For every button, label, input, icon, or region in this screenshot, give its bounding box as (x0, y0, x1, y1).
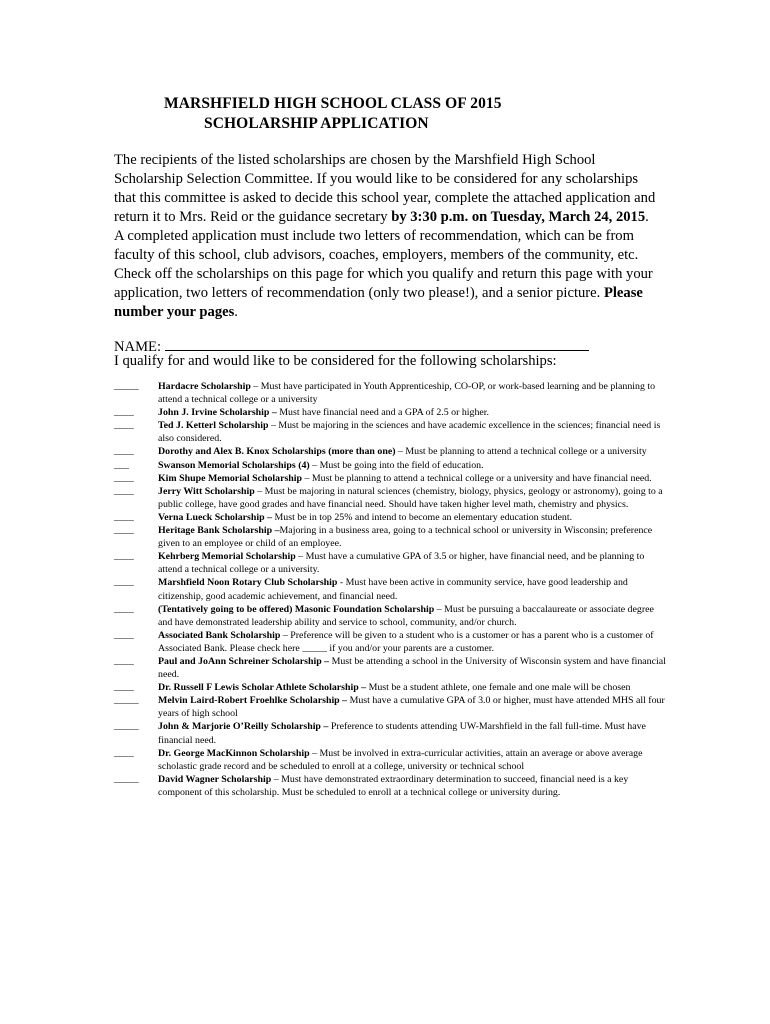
scholarship-item (114, 419, 666, 445)
scholarship-requirements: Preference to students attending UW-Marshfield in the fall full-time. Must have financial need. (158, 721, 646, 746)
scholarship-checkbox-blank[interactable]: ____ (114, 603, 134, 615)
scholarship-item (114, 550, 666, 576)
scholarship-name: Melvin Laird-Robert Froehlke Scholarship – (158, 695, 348, 707)
scholarship-name: Hardacre Scholarship (158, 381, 251, 392)
scholarship-item (114, 459, 666, 472)
scholarship-description (158, 419, 666, 445)
scholarship-requirements: – Must be planning to attend a technical college or a university (395, 446, 647, 458)
scholarship-item (114, 472, 666, 485)
scholarship-description (158, 576, 666, 602)
scholarship-checkbox-blank[interactable]: ____ (114, 551, 134, 563)
scholarship-checkbox-blank[interactable]: _____ (114, 773, 139, 785)
scholarship-requirements: Must have a cumulative GPA of 3.0 or higher, must have attended MHS all four years of high school (158, 695, 665, 720)
title-line-2: SCHOLARSHIP APPLICATION (204, 115, 429, 132)
number-pages-text: Please number your pages (114, 285, 643, 320)
scholarship-item (114, 485, 666, 511)
scholarship-name: Associated Bank Scholarship (158, 629, 281, 641)
scholarship-requirements: – Must have a cumulative GPA of 3.5 or higher, have financial need, and be planning to attend a technical college or a university. (158, 551, 645, 576)
scholarship-description (158, 406, 666, 419)
scholarship-item (114, 629, 666, 655)
scholarship-name: John J. Irvine Scholarship – (158, 407, 277, 419)
scholarship-description (158, 511, 666, 524)
scholarship-requirements: Must have financial need and a GPA of 2.5 or higher. (276, 407, 489, 419)
scholarship-requirements: – Must be majoring in the sciences and have academic excellence in the sciences; financial need is also considered. (158, 420, 661, 445)
scholarship-description (158, 485, 666, 511)
scholarship-item (114, 524, 666, 550)
scholarship-checkbox-blank[interactable]: ____ (114, 655, 134, 667)
scholarship-description (158, 773, 666, 799)
deadline-text: by 3:30 p.m. on Tuesday, March 24, 2015 (391, 209, 646, 225)
scholarship-item (114, 576, 666, 602)
scholarship-description (158, 655, 666, 681)
scholarship-name: Swanson Memorial Scholarships (4) (158, 459, 310, 471)
scholarship-description (158, 629, 666, 655)
scholarship-description (158, 380, 666, 406)
scholarship-name: Dorothy and Alex B. Knox Scholarships (more than one) (158, 446, 396, 458)
scholarship-checkbox-blank[interactable]: ___ (114, 459, 129, 471)
scholarship-description (158, 445, 666, 458)
scholarship-item (114, 445, 666, 458)
title-line-1: MARSHFIELD HIGH SCHOOL CLASS OF 2015 (164, 95, 502, 112)
scholarship-checkbox-blank[interactable]: ____ (114, 446, 134, 458)
scholarship-checkbox-blank[interactable]: ____ (114, 485, 134, 497)
scholarship-checkbox-blank[interactable]: ____ (114, 472, 134, 484)
scholarship-requirements: – Preference will be given to a student who is a customer or has a parent who is a customer of Associated Bank. Please check here (158, 629, 654, 654)
scholarship-checkbox-blank[interactable]: ____ (114, 511, 134, 523)
scholarship-requirements: Majoring in a business area, going to a technical school or university in Wisconsin; preference given to an employee or child of an employee. (158, 525, 653, 550)
scholarship-item (114, 380, 666, 406)
scholarship-item (114, 720, 666, 746)
scholarship-list (114, 380, 666, 799)
scholarship-name: Kehrberg Memorial Scholarship (158, 551, 296, 563)
scholarship-requirements: Must be in top 25% and intend to become an elementary education student. (272, 511, 573, 523)
scholarship-requirements: Must be a student athlete, one female and one male will be chosen (366, 682, 631, 694)
scholarship-item (114, 747, 666, 773)
intro-text-2: . A completed application must include two letters of recommendation, which can be from faculty of this school, club advisors, coaches, employers, members of the community, etc. Check off the scholarships on this page for which you qualify and return this page with your application, two letters of recommendation (only two please!), and a senior picture. (114, 209, 653, 301)
scholarship-checkbox-blank[interactable]: ____ (114, 525, 134, 537)
scholarship-item (114, 681, 666, 694)
name-field[interactable] (165, 336, 589, 351)
scholarship-item (114, 603, 666, 629)
scholarship-requirements: – Must be pursuing a baccalaureate or associate degree and have demonstrated leadership ability and service to school, community, and/or church. (158, 603, 654, 628)
scholarship-requirements: – Must be going into the field of education. (309, 459, 484, 471)
scholarship-checkbox-blank[interactable]: _____ (114, 381, 139, 392)
scholarship-name: Dr. George MacKinnon Scholarship (158, 747, 310, 759)
qualify-statement: I qualify for and would like to be considered for the following scholarships: (114, 353, 557, 369)
scholarship-requirements: – Must have demonstrated extraordinary determination to succeed, financial need is a key component of this scholarship. Must be scheduled to enroll at a technical college or university during. (158, 773, 629, 798)
scholarship-description (158, 472, 666, 485)
scholarship-description (158, 694, 666, 720)
scholarship-name: Jerry Witt Scholarship (158, 485, 255, 497)
scholarship-name: Ted J. Ketterl Scholarship (158, 420, 269, 432)
scholarship-name: Verna Lueck Scholarship – (158, 511, 273, 523)
intro-text-1: The recipients of the listed scholarships are chosen by the Marshfield High School Scholarship Selection Committee. If you would like to be considered for any scholarships that this committee is asked to decide this school year, complete the attached application and return it to Mrs. Reid or the guidance secretary (114, 152, 656, 225)
scholarship-requirements-cont: if you and/or your parents are a customer. (326, 642, 494, 654)
scholarship-checkbox-blank[interactable]: ____ (114, 420, 134, 432)
scholarship-checkbox-blank[interactable]: ____ (114, 747, 134, 759)
scholarship-name: John & Marjorie O’Reilly Scholarship – (158, 721, 329, 733)
intro-end: . (234, 304, 238, 320)
scholarship-item (114, 655, 666, 681)
scholarship-checkbox-blank[interactable]: _____ (114, 721, 139, 733)
scholarship-name: Paul and JoAnn Schreiner Scholarship – (158, 655, 330, 667)
scholarship-name: David Wagner Scholarship (158, 773, 272, 785)
scholarship-description (158, 681, 666, 694)
scholarship-item (114, 773, 666, 799)
scholarship-description (158, 550, 666, 576)
scholarship-requirements: – Must be majoring in natural sciences (chemistry, biology, physics, geology or astronomy), going to a public college, have good grades and have financial need. Should have taken higher level math, chemistry and physics. (158, 485, 663, 510)
scholarship-requirements: – Must be involved in extra-curricular activities, attain an average or above average scholastic grade record and be scheduled to enroll at a college, university or technical school (158, 747, 643, 772)
scholarship-checkbox-blank[interactable]: _____ (114, 695, 139, 707)
customer-check-blank[interactable]: _____ (302, 642, 327, 654)
scholarship-requirements: - Must have been active in community service, have good leadership and citizenship, good academic achievement, and financial need. (158, 577, 628, 602)
scholarship-description (158, 459, 666, 472)
scholarship-item (114, 694, 666, 720)
scholarship-requirements: – Must have participated in Youth Apprenticeship, CO-OP, or work-based learning and be planning to attend a technical college or a university (158, 381, 656, 406)
scholarship-name: (Tentatively going to be offered) Masonic Foundation Scholarship (158, 603, 435, 615)
scholarship-name: Kim Shupe Memorial Scholarship (158, 472, 303, 484)
scholarship-name: Heritage Bank Scholarship – (158, 525, 280, 537)
scholarship-description (158, 603, 666, 629)
scholarship-name: Dr. Russell F Lewis Scholar Athlete Scholarship – (158, 682, 367, 694)
scholarship-checkbox-blank[interactable]: ____ (114, 407, 134, 419)
scholarship-description (158, 524, 666, 550)
scholarship-description (158, 747, 666, 773)
scholarship-item (114, 406, 666, 419)
scholarship-name: Marshfield Noon Rotary Club Scholarship (158, 577, 338, 589)
scholarship-checkbox-blank[interactable]: ____ (114, 629, 134, 641)
scholarship-description (158, 720, 666, 746)
scholarship-checkbox-blank[interactable]: ____ (114, 682, 134, 694)
scholarship-requirements: Must be attending a school in the University of Wisconsin system and have financial need. (158, 655, 666, 681)
intro-paragraph (114, 151, 660, 322)
name-label: NAME: (114, 339, 162, 355)
scholarship-checkbox-blank[interactable]: ____ (114, 577, 134, 589)
document-title (164, 94, 502, 134)
scholarship-requirements: – Must be planning to attend a technical college or a university and have financial need. (302, 472, 652, 484)
scholarship-item (114, 511, 666, 524)
